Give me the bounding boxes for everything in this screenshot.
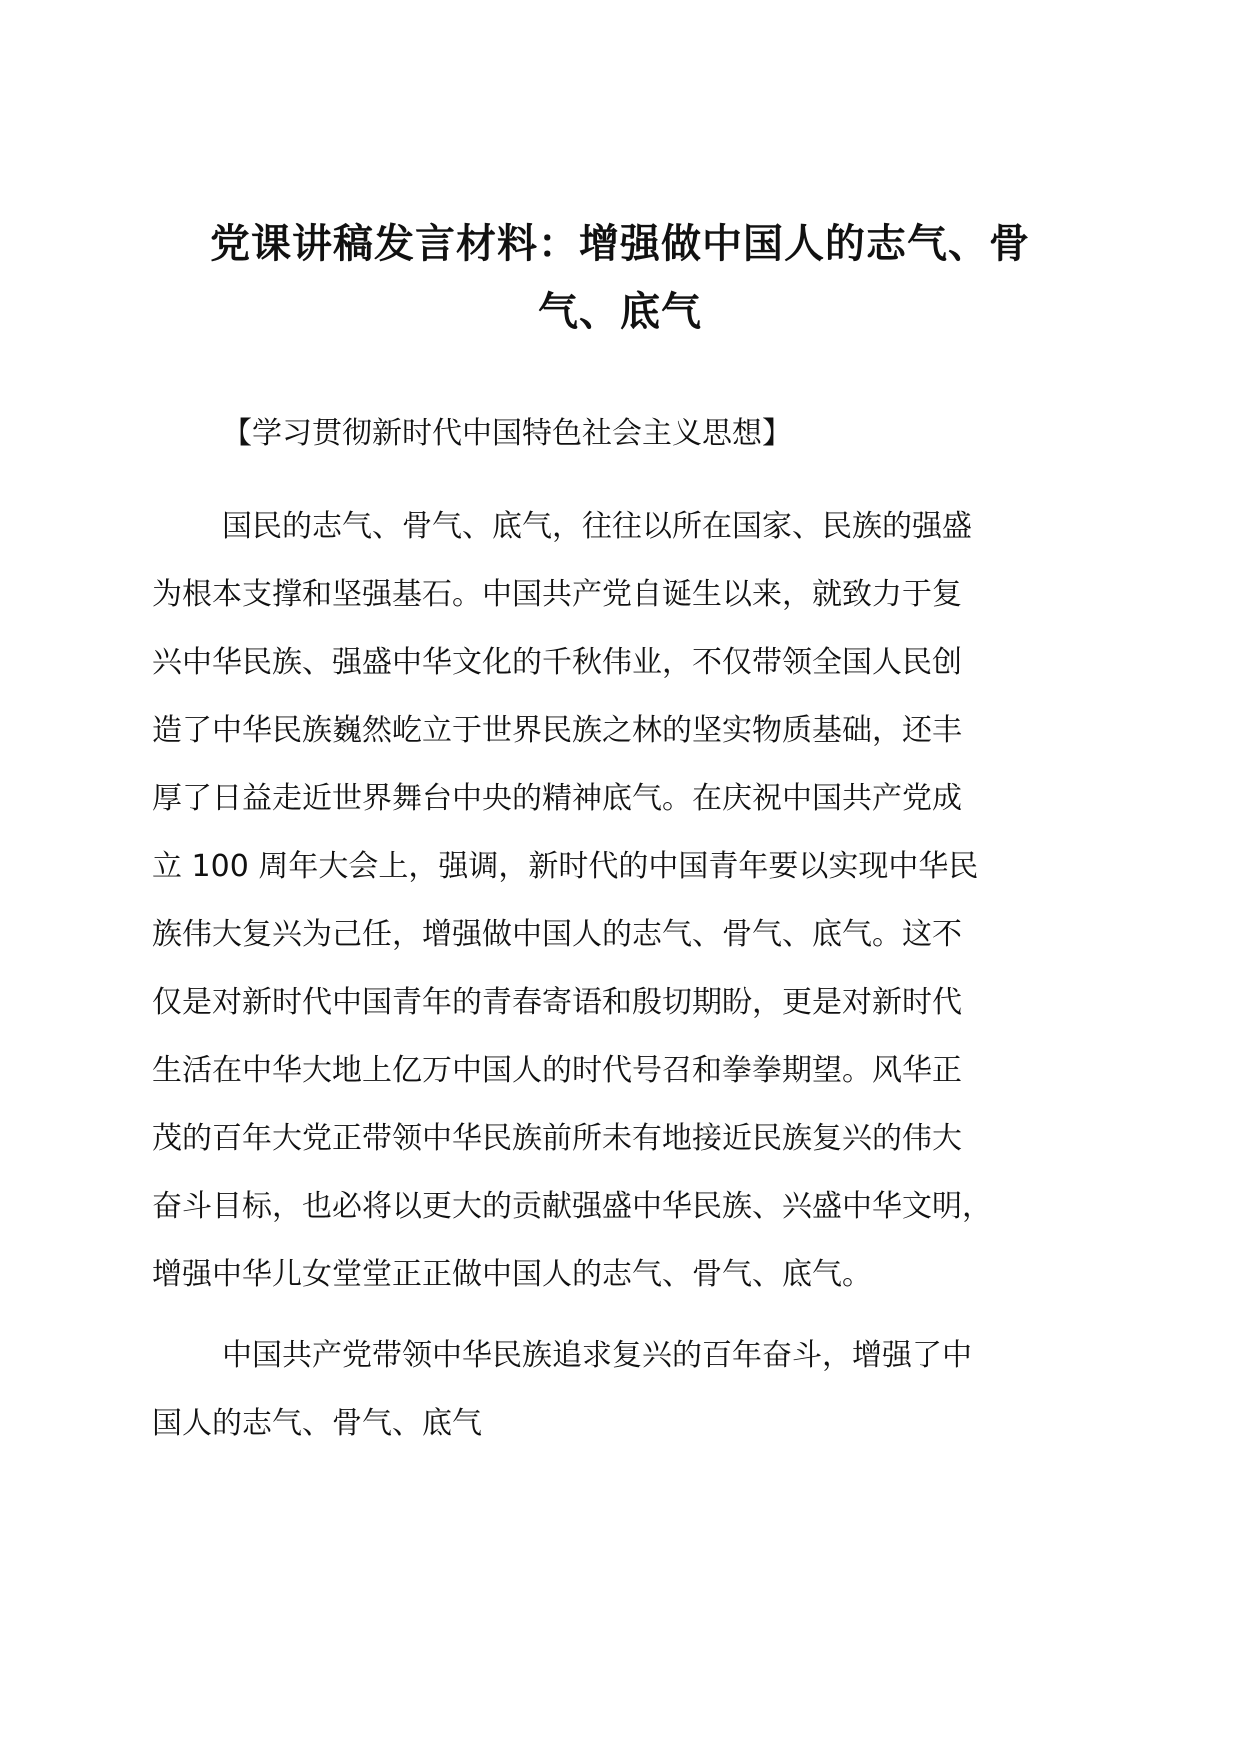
paragraph-line: 增强中华儿女堂堂正正做中国人的志气、骨气、底气。 [152, 1257, 872, 1292]
paragraph-line: 立 100 周年大会上，强调，新时代的中国青年要以实现中华民 [152, 849, 979, 884]
paragraph-line: 生活在中华大地上亿万中国人的时代号召和拳拳期望。风华正 [152, 1053, 962, 1088]
paragraph-line: 国民的志气、骨气、底气，往往以所在国家、民族的强盛 [222, 509, 972, 544]
paragraph-line: 兴中华民族、强盛中华文化的千秋伟业，不仅带领全国人民创 [152, 645, 962, 680]
title-line: 气、底气 [538, 289, 702, 335]
paragraph-line: 族伟大复兴为己任，增强做中国人的志气、骨气、底气。这不 [152, 917, 962, 952]
title-line: 党课讲稿发言材料：增强做中国人的志气、骨 [210, 221, 1030, 267]
paragraph-line: 中国共产党带领中华民族追求复兴的百年奋斗，增强了中 [222, 1338, 972, 1373]
body-paragraph [152, 1322, 1112, 1458]
paragraph-line: 国人的志气、骨气、底气 [152, 1406, 482, 1441]
paragraph-line: 为根本支撑和坚强基石。中国共产党自诞生以来，就致力于复 [152, 577, 962, 612]
paragraph-line: 造了中华民族巍然屹立于世界民族之林的坚实物质基础，还丰 [152, 713, 962, 748]
body-paragraph [152, 493, 1112, 1309]
paragraph-line: 奋斗目标，也必将以更大的贡献强盛中华民族、兴盛中华文明， [152, 1189, 992, 1224]
section-tag: 【学习贯彻新时代中国特色社会主义思想】 [222, 416, 792, 451]
paragraph-line: 茂的百年大党正带领中华民族前所未有地接近民族复兴的伟大 [152, 1121, 962, 1156]
paragraph-line: 厚了日益走近世界舞台中央的精神底气。在庆祝中国共产党成 [152, 781, 962, 816]
document-title [150, 210, 1090, 346]
paragraph-line: 仅是对新时代中国青年的青春寄语和殷切期盼，更是对新时代 [152, 985, 962, 1020]
